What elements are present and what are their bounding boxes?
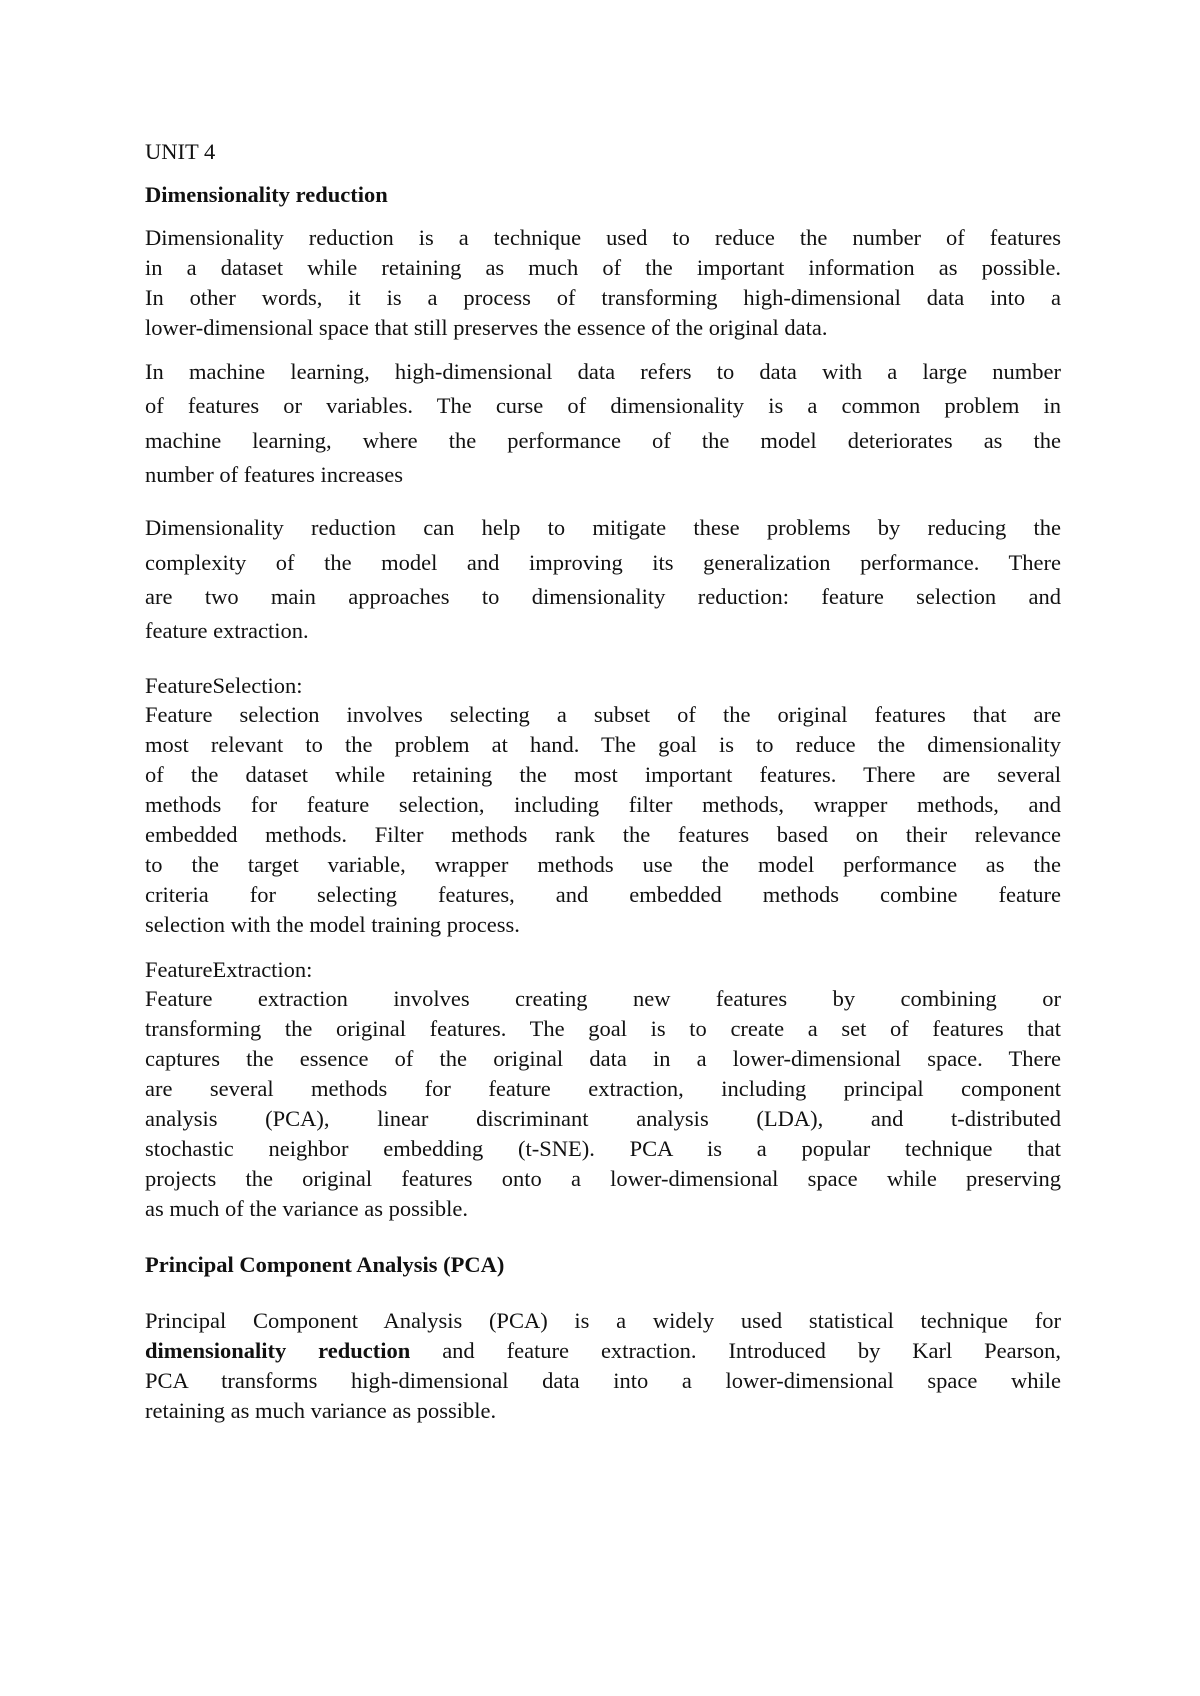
text-run: are two main approaches to dimensionality reduction: feature selection and bbox=[145, 584, 1061, 609]
paragraph-feature-selection-line bbox=[145, 821, 1061, 849]
text-run: captures the essence of the original data in a lower-dimensional space. There bbox=[145, 1046, 1061, 1071]
text-run: are several methods for feature extraction, including principal component bbox=[145, 1076, 1061, 1101]
paragraph-feature-selection-line bbox=[145, 881, 1061, 909]
bold-term: dimensionality reduction bbox=[145, 1338, 411, 1363]
paragraph-feature-selection-line bbox=[145, 731, 1061, 759]
subheading-feature-selection-line bbox=[145, 672, 1061, 700]
paragraph-feature-selection-line bbox=[145, 851, 1061, 879]
text-run: retaining as much variance as possible. bbox=[145, 1398, 497, 1423]
text-run: stochastic neighbor embedding (t-SNE). PCA is a popular technique that bbox=[145, 1136, 1061, 1161]
paragraph-feature-extraction-line bbox=[145, 985, 1061, 1013]
text-run: Principal Component Analysis (PCA) is a widely used statistical technique for bbox=[145, 1308, 1061, 1333]
paragraph-feature-selection-line bbox=[145, 761, 1061, 789]
paragraph-curse-of-dimensionality-line bbox=[145, 358, 1061, 386]
text-run: number of features increases bbox=[145, 462, 404, 487]
text-run: machine learning, where the performance of the model deteriorates as the bbox=[145, 428, 1061, 453]
paragraph-feature-extraction-line bbox=[145, 1045, 1061, 1073]
paragraph-feature-selection-line bbox=[145, 911, 1061, 939]
paragraph-pca-line bbox=[145, 1397, 1061, 1425]
text-run: projects the original features onto a lower-dimensional space while preserving bbox=[145, 1166, 1061, 1191]
paragraph-feature-selection-line bbox=[145, 701, 1061, 729]
text-run: analysis (PCA), linear discriminant analysis (LDA), and t-distributed bbox=[145, 1106, 1061, 1131]
text-run: Dimensionality reduction bbox=[145, 182, 388, 207]
paragraph-feature-extraction-line bbox=[145, 1075, 1061, 1103]
text-run: Principal Component Analysis (PCA) bbox=[145, 1252, 505, 1277]
text-run: as much of the variance as possible. bbox=[145, 1196, 469, 1221]
text-run: to the target variable, wrapper methods use the model performance as the bbox=[145, 852, 1061, 877]
paragraph-pca-line bbox=[145, 1337, 1061, 1365]
text-run: Feature extraction involves creating new features by combining or bbox=[145, 986, 1061, 1011]
text-run: of the dataset while retaining the most important features. There are several bbox=[145, 762, 1061, 787]
text-run: FeatureSelection: bbox=[145, 673, 303, 698]
paragraph-curse-of-dimensionality-line bbox=[145, 461, 1061, 489]
text-run: methods for feature selection, including filter methods, wrapper methods, and bbox=[145, 792, 1061, 817]
paragraph-approaches-line bbox=[145, 514, 1061, 542]
paragraph-pca-line bbox=[145, 1367, 1061, 1395]
text-run: of features or variables. The curse of dimensionality is a common problem in bbox=[145, 393, 1061, 418]
paragraph-feature-extraction-line bbox=[145, 1195, 1061, 1223]
text-run: embedded methods. Filter methods rank the features based on their relevance bbox=[145, 822, 1061, 847]
paragraph-pca-line bbox=[145, 1307, 1061, 1335]
paragraph-approaches-line bbox=[145, 617, 1061, 645]
text-run: in a dataset while retaining as much of the important information as possible. bbox=[145, 255, 1061, 280]
section-heading-pca-line bbox=[145, 1251, 1061, 1279]
text-run: Dimensionality reduction can help to mitigate these problems by reducing the bbox=[145, 515, 1061, 540]
paragraph-feature-extraction-line bbox=[145, 1105, 1061, 1133]
paragraph-approaches-line bbox=[145, 583, 1061, 611]
text-run: complexity of the model and improving its generalization performance. There bbox=[145, 550, 1061, 575]
text-run: most relevant to the problem at hand. The goal is to reduce the dimensionality bbox=[145, 732, 1061, 757]
paragraph-curse-of-dimensionality-line bbox=[145, 427, 1061, 455]
paragraph-definition-line bbox=[145, 314, 1061, 342]
paragraph-feature-extraction-line bbox=[145, 1135, 1061, 1163]
paragraph-feature-extraction-line bbox=[145, 1165, 1061, 1193]
text-run: In other words, it is a process of transforming high-dimensional data into a bbox=[145, 285, 1061, 310]
text-run: UNIT 4 bbox=[145, 139, 216, 164]
unit-label-line bbox=[145, 138, 1061, 166]
text-run: and feature extraction. Introduced by Karl Pearson, bbox=[410, 1338, 1061, 1363]
text-run: selection with the model training process. bbox=[145, 912, 520, 937]
paragraph-definition-line bbox=[145, 284, 1061, 312]
paragraph-approaches-line bbox=[145, 549, 1061, 577]
text-run: criteria for selecting features, and embedded methods combine feature bbox=[145, 882, 1061, 907]
paragraph-feature-selection-line bbox=[145, 791, 1061, 819]
paragraph-feature-extraction-line bbox=[145, 1015, 1061, 1043]
text-run: feature extraction. bbox=[145, 618, 309, 643]
section-heading-dimensionality-reduction-line bbox=[145, 181, 1061, 209]
text-run: FeatureExtraction: bbox=[145, 957, 313, 982]
text-run: Dimensionality reduction is a technique used to reduce the number of features bbox=[145, 225, 1061, 250]
paragraph-definition-line bbox=[145, 254, 1061, 282]
text-run: Feature selection involves selecting a subset of the original features that are bbox=[145, 702, 1061, 727]
paragraph-definition-line bbox=[145, 224, 1061, 252]
text-run: In machine learning, high-dimensional data refers to data with a large number bbox=[145, 359, 1061, 384]
subheading-feature-extraction-line bbox=[145, 956, 1061, 984]
text-run: PCA transforms high-dimensional data into a lower-dimensional space while bbox=[145, 1368, 1061, 1393]
paragraph-curse-of-dimensionality-line bbox=[145, 392, 1061, 420]
text-run: lower-dimensional space that still preserves the essence of the original data. bbox=[145, 315, 828, 340]
text-run: transforming the original features. The goal is to create a set of features that bbox=[145, 1016, 1061, 1041]
